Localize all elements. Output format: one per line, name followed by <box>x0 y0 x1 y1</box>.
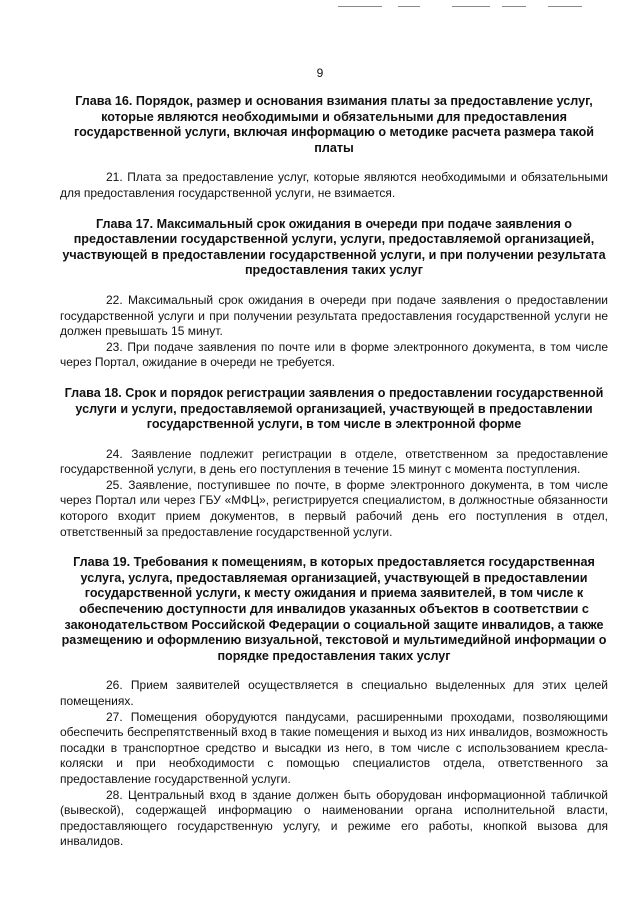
chapter-19-heading: Глава 19. Требования к помещениям, в которых предоставляется государственная услуга, услуга, предоставляемая организацией, участвующей в предоставлении государственной услуги, к месту ожидания и приема заявителей, в том числе к обеспечению доступности для инвалидов указанных объектов в соответствии с законодательством Российской Федерации о социальной защите инвалидов, а также размещению и оформлению визуальной, текстовой и мультимедийной информации о порядке предоставления таких услуг <box>61 555 607 663</box>
paragraph-24: 24. Заявление подлежит регистрации в отделе, ответственном за предоставление государственной услуги, в день его поступления в течение 15 минут с момента поступления. <box>60 446 608 477</box>
paragraph-28: 28. Центральный вход в здание должен быть оборудован информационной табличкой (вывеской), содержащей информацию о наименовании органа исполнительной власти, предоставляющего государственную услугу, и режиме его работы, кнопкой вызова для инвалидов. <box>60 787 608 849</box>
paragraph-27: 27. Помещения оборудуются пандусами, расширенными проходами, позволяющими обеспечить беспрепятственный вход в такие помещения и выход из них инвалидов, возможность посадки в транспортное средство и высадки из него, в том числе с использованием кресла-коляски и при необходимости с помощью специалистов отдела, ответственного за предоставление государственной услуги. <box>60 709 608 786</box>
chapter-16-heading: Глава 16. Порядок, размер и основания взимания платы за предоставление услуг, которые являются необходимыми и обязательными для предоставления государственной услуги, включая информацию о методике расчета размера такой платы <box>73 94 595 155</box>
scan-artifact <box>398 6 420 7</box>
paragraph-23: 23. При подаче заявления по почте или в форме электронного документа, в том числе через Портал, ожидание в очереди не требуется. <box>60 339 608 370</box>
chapter-18-heading: Глава 18. Срок и порядок регистрации заявления о предоставлении государственной услуги и услуги, предоставляемой организацией, участвующей в предоставлении государственной услуги, в том числе в электронной форме <box>64 385 604 432</box>
document-body <box>60 94 608 850</box>
scan-artifact <box>452 6 490 7</box>
paragraph-22: 22. Максимальный срок ожидания в очереди при подаче заявления о предоставлении государственной услуги и при получении результата предоставления государственной услуги не должен превышать 15 минут. <box>60 292 608 339</box>
paragraph-21: 21. Плата за предоставление услуг, которые являются необходимыми и обязательными для предоставления государственной услуги, не взимается. <box>60 170 608 200</box>
scan-artifact <box>502 6 526 7</box>
scan-artifact <box>548 6 582 7</box>
chapter-17-heading: Глава 17. Максимальный срок ожидания в очереди при подаче заявления о предоставлении государственной услуги, услуги, предоставляемой организацией, участвующей в предоставлении государственной услуги, и при получении результата предоставления таких услуг <box>62 216 606 278</box>
paragraph-26: 26. Прием заявителей осуществляется в специально выделенных для этих целей помещениях. <box>60 678 608 708</box>
scan-artifact <box>338 6 382 7</box>
paragraph-25: 25. Заявление, поступившее по почте, в форме электронного документа, в том числе через Портал или через ГБУ «МФЦ», регистрируется специалистом, в должностные обязанности которого входит прием документов, в первый рабочий день его поступления в отдел, ответственный за предоставление государственной услуги. <box>60 477 608 539</box>
page-number: 9 <box>316 66 324 80</box>
